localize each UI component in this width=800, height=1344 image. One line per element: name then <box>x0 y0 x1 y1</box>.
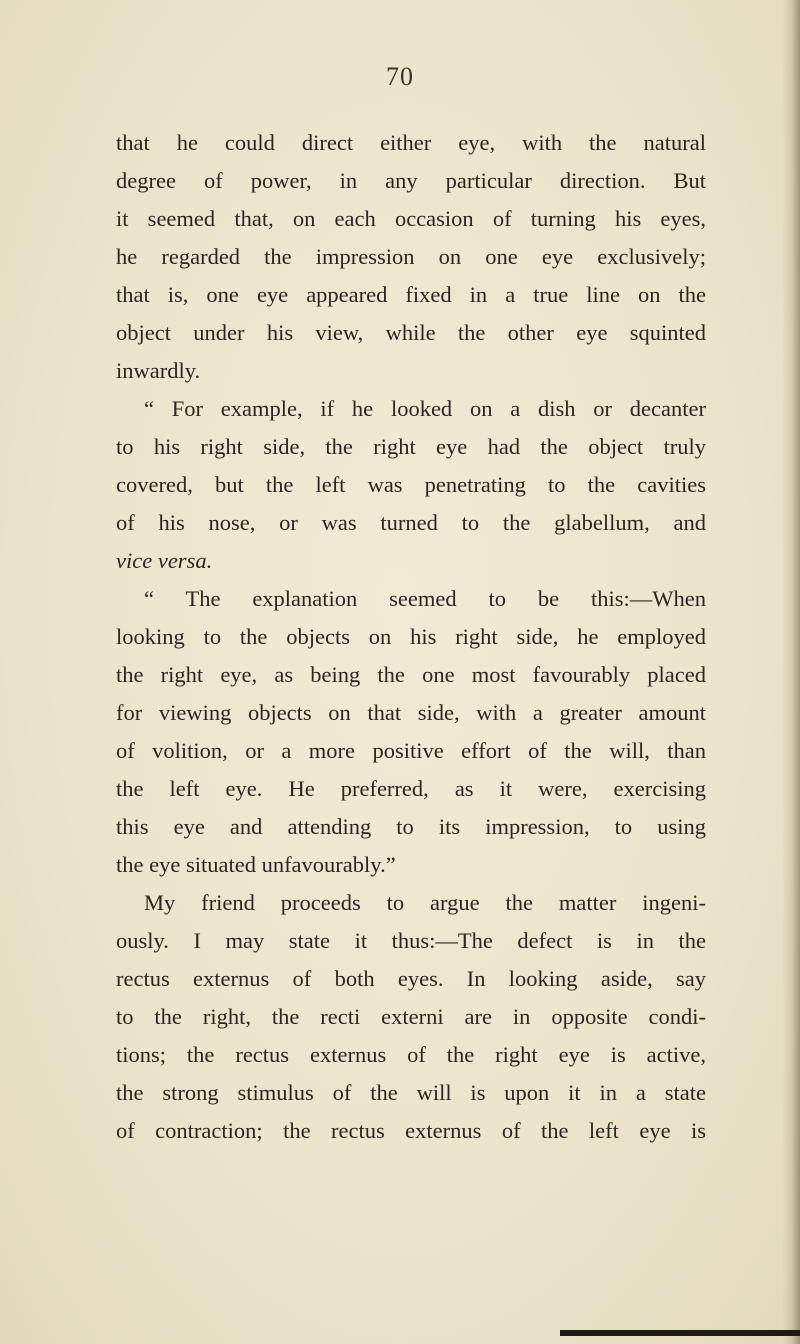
text-line: the right eye, as being the one most favourably placed <box>116 662 706 687</box>
text-line: that is, one eye appeared fixed in a true line on the <box>116 282 706 307</box>
text-line: ously. I may state it thus:—The defect is in the <box>116 928 706 953</box>
text-line: “ For example, if he looked on a dish or decanter <box>144 396 706 421</box>
text-line: inwardly. <box>116 358 201 383</box>
page-edge-shadow <box>782 0 800 1344</box>
text-line: rectus externus of both eyes. In looking aside, say <box>116 966 706 991</box>
text-line: looking to the objects on his right side, he employed <box>116 624 706 649</box>
text-line: of volition, or a more positive effort of the will, than <box>116 738 706 763</box>
text-line: he regarded the impression on one eye exclusively; <box>116 244 706 269</box>
text-line: degree of power, in any particular direction. But <box>116 168 706 193</box>
text-line: for viewing objects on that side, with a greater amount <box>116 700 706 725</box>
text-line: “ The explanation seemed to be this:—When <box>144 586 706 611</box>
text-line: the strong stimulus of the will is upon it in a state <box>116 1080 706 1105</box>
text-line: to his right side, the right eye had the object truly <box>116 434 706 459</box>
text-line: this eye and attending to its impression, to using <box>116 814 706 839</box>
body-text <box>116 124 706 1150</box>
page-number: 70 <box>386 62 414 91</box>
text-line: object under his view, while the other eye squinted <box>116 320 706 345</box>
text-line: it seemed that, on each occasion of turning his eyes, <box>116 206 706 231</box>
text-line: covered, but the left was penetrating to the cavities <box>116 472 706 497</box>
text-line: tions; the rectus externus of the right eye is active, <box>116 1042 706 1067</box>
text-line: to the right, the recti externi are in opposite condi- <box>116 1004 706 1029</box>
text-line: that he could direct either eye, with the natural <box>116 130 706 155</box>
bottom-edge-rule <box>560 1330 800 1336</box>
text-line: of contraction; the rectus externus of the left eye is <box>116 1118 706 1143</box>
text-line: the left eye. He preferred, as it were, exercising <box>116 776 706 801</box>
text-line: of his nose, or was turned to the glabellum, and <box>116 510 706 535</box>
text-line: the eye situated unfavourably.” <box>116 852 396 877</box>
text-line: My friend proceeds to argue the matter ingeni- <box>144 890 706 915</box>
text-line: vice versa. <box>116 548 213 573</box>
